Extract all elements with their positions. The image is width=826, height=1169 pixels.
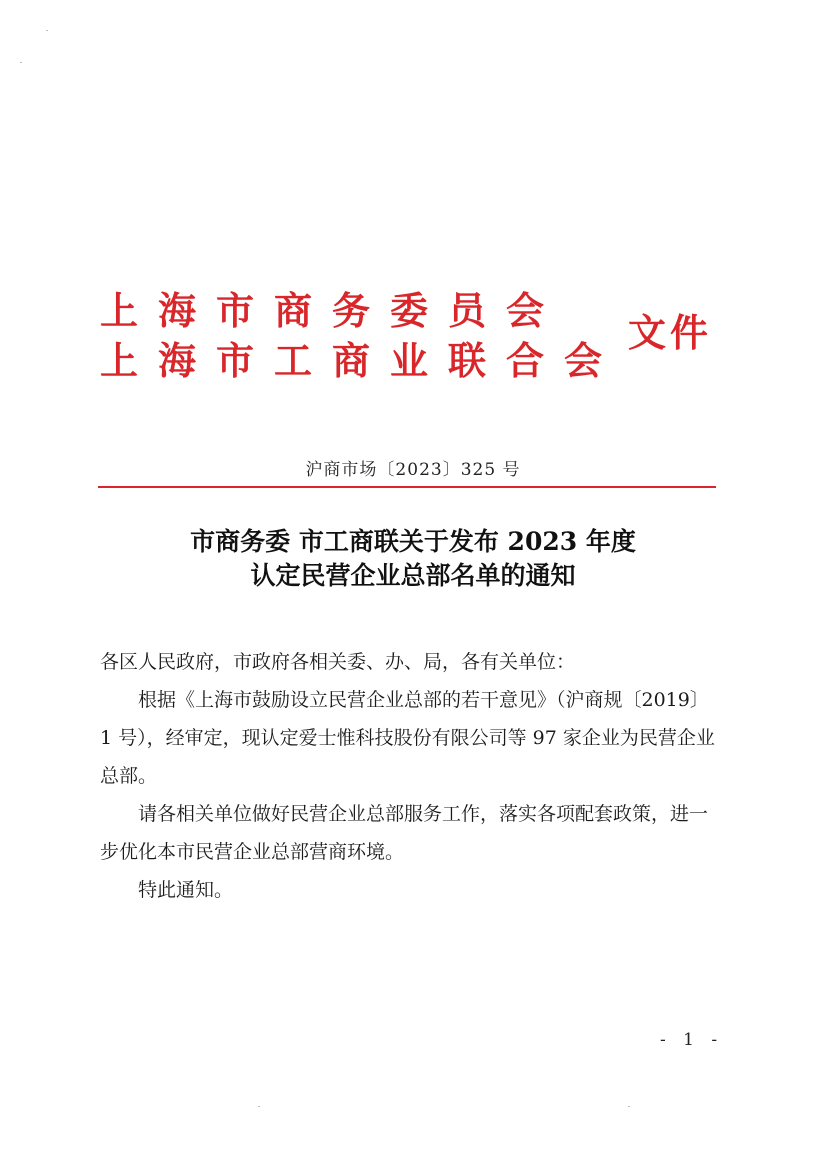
document-body (100, 643, 718, 909)
paragraph-1: 根据《上海市鼓励设立民营企业总部的若干意见》（沪商规〔2019〕1 号），经审定，现认定爱士惟科技股份有限公司等 97 家企业为民营企业总部。 (100, 689, 715, 787)
scan-speck (46, 30, 48, 31)
document-title (0, 525, 826, 593)
salutation: 各区人民政府，市政府各相关委、办、局，各有关单位： (100, 651, 576, 673)
issuer-line-1: 上海市商务委员会 (100, 288, 565, 333)
red-divider (98, 486, 716, 488)
scan-speck (20, 62, 22, 63)
issuer-line-2: 上海市工商业联合会 (100, 338, 623, 383)
paragraph-2: 请各相关单位做好民营企业总部服务工作，落实各项配套政策，进一步优化本市民营企业总部营商环境。 (100, 803, 709, 863)
red-header (100, 288, 720, 398)
scan-speck (628, 1106, 630, 1107)
document-type-suffix: 文件 (628, 310, 713, 355)
title-line-2: 认定民营企业总部名单的通知 (250, 561, 576, 590)
page-number: - 1 - (660, 1030, 724, 1050)
document-number: 沪商市场〔2023〕325 号 (305, 460, 521, 480)
title-line-1: 市商务委 市工商联关于发布 2023 年度 (190, 527, 636, 556)
closing: 特此通知。 (138, 879, 234, 901)
scan-speck (258, 1106, 260, 1107)
